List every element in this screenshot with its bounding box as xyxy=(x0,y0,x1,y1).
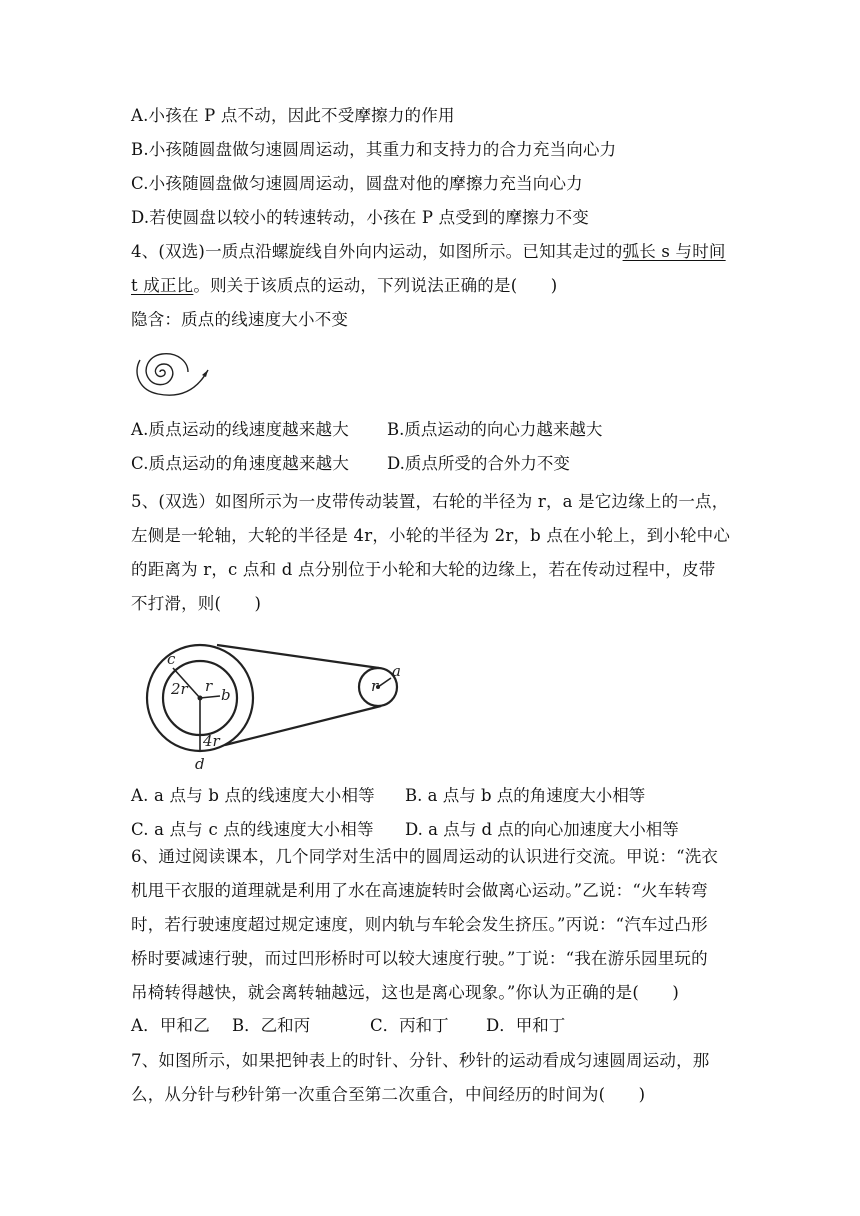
belt-bottom xyxy=(225,706,381,745)
label-r-right: r xyxy=(371,677,379,695)
q5-stem-line-2: 左侧是一轮轴，大轮的半径是 4r，小轮的半径为 2r，b 点在小轮上，到小轮中心 xyxy=(131,526,731,545)
q5-option-b: B. a 点与 b 点的角速度大小相等 xyxy=(405,786,646,805)
label-a: a xyxy=(392,662,401,680)
q3-option-c: C.小孩随圆盘做匀速圆周运动，圆盘对他的摩擦力充当向心力 xyxy=(131,174,583,193)
q4-hint: 隐含：质点的线速度大小不变 xyxy=(131,310,349,329)
q5-stem-line-1: 5、(双选）如图所示为一皮带传动装置，右轮的半径为 r，a 是它边缘上的一点， xyxy=(131,492,729,511)
q5-stem-line-3: 的距离为 r，c 点和 d 点分别位于小轮和大轮的边缘上，若在传动过程中，皮带 xyxy=(131,560,716,579)
label-2r: 2r xyxy=(171,680,188,698)
q4-stem-text: 。则关于该质点的运动，下列说法正确的是( ) xyxy=(193,276,558,295)
q4-option-b: B.质点运动的向心力越来越大 xyxy=(387,420,603,439)
q3-option-d: D.若使圆盘以较小的转速转动，小孩在 P 点受到的摩擦力不变 xyxy=(131,208,589,227)
spiral-figure xyxy=(128,342,218,402)
q6-stem-line-1: 6、通过阅读课本，几个同学对生活中的圆周运动的认识进行交流。甲说：“洗衣 xyxy=(131,847,719,866)
label-r-inner: r xyxy=(205,677,213,695)
q5-stem-line-4: 不打滑，则( ) xyxy=(131,594,262,613)
q5-option-c: C. a 点与 c 点的线速度大小相等 xyxy=(131,820,374,839)
q4-option-d: D.质点所受的合外力不变 xyxy=(387,454,570,473)
label-b: b xyxy=(221,686,231,704)
q4-option-a: A.质点运动的线速度越来越大 xyxy=(131,420,349,439)
q6-stem-line-4: 桥时要减速行驶，而过凹形桥时可以较大速度行驶。”丁说：“我在游乐园里玩的 xyxy=(131,949,708,968)
q5-option-d: D. a 点与 d 点的向心加速度大小相等 xyxy=(405,820,679,839)
q6-option-a: A．甲和乙 xyxy=(131,1016,210,1035)
q4-option-c: C.质点运动的角速度越来越大 xyxy=(131,454,350,473)
q4-key-phrase-cont: t 成正比 xyxy=(131,276,194,295)
q3-option-b: B.小孩随圆盘做匀速圆周运动，其重力和支持力的合力充当向心力 xyxy=(131,140,617,159)
q6-option-b: B．乙和丙 xyxy=(232,1016,311,1035)
q4-stem-line-1 xyxy=(131,240,726,264)
belt-drive-figure xyxy=(135,636,410,776)
label-d: d xyxy=(195,755,205,773)
label-c: c xyxy=(167,650,176,668)
q6-stem-line-5: 吊椅转得越快，就会离转轴越远，这也是离心现象。”你认为正确的是( ) xyxy=(131,983,680,1002)
q7-stem-line-2: 么，从分针与秒针第一次重合至第二次重合，中间经历的时间为( ) xyxy=(131,1085,646,1104)
q7-stem-line-1: 7、如图所示，如果把钟表上的时针、分针、秒针的运动看成匀速圆周运动，那 xyxy=(131,1051,710,1070)
q4-stem-text: 4、(双选)一质点沿螺旋线自外向内运动，如图所示。已知其走过的 xyxy=(131,242,623,261)
q6-stem-line-3: 时，若行驶速度超过规定速度，则内轨与车轮会发生挤压。”丙说：“汽车过凸形 xyxy=(131,915,708,934)
q4-stem-line-2 xyxy=(131,274,557,298)
q3-option-a: A.小孩在 P 点不动，因此不受摩擦力的作用 xyxy=(131,106,455,125)
label-4r: 4r xyxy=(203,732,220,750)
q6-stem-line-2: 机甩干衣服的道理就是利用了水在高速旋转时会做离心运动。”乙说：“火车转弯 xyxy=(131,881,708,900)
q6-option-d: D．甲和丁 xyxy=(486,1016,566,1035)
q6-option-c: C．丙和丁 xyxy=(370,1016,449,1035)
q4-key-phrase: 弧长 s 与时间 xyxy=(622,242,726,261)
q5-option-a: A. a 点与 b 点的线速度大小相等 xyxy=(131,786,375,805)
